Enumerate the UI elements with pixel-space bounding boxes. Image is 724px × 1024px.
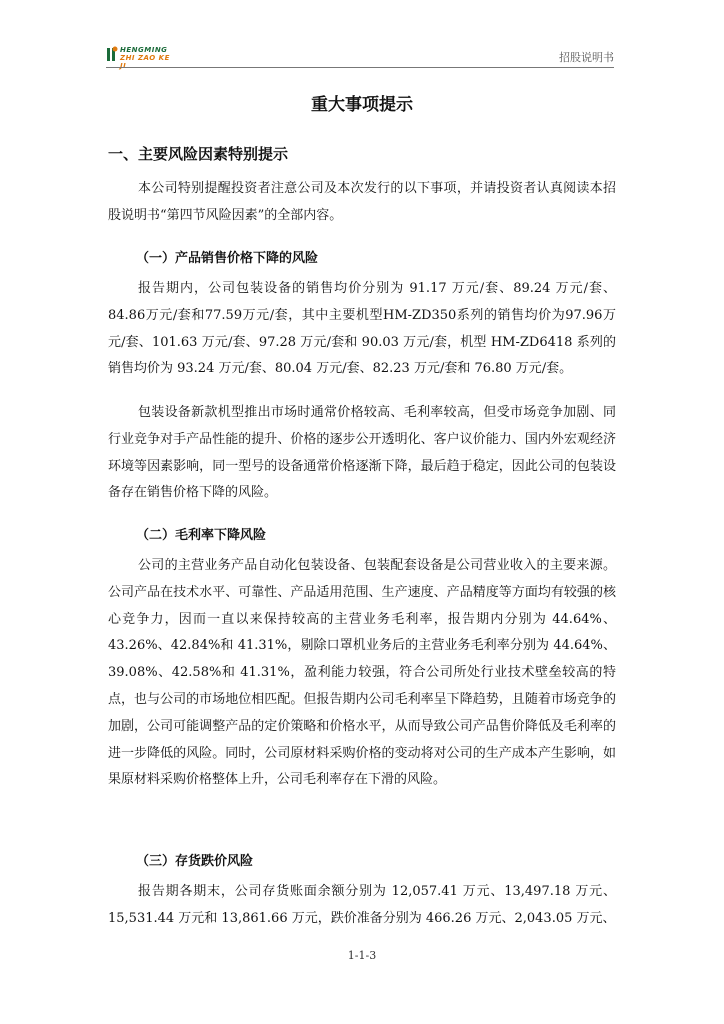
risk-heading-margin: （二）毛利率下降风险 xyxy=(136,528,267,543)
logo-text: HENGMING ZHI ZAO KE JI xyxy=(120,46,170,70)
inventory-paragraph: 报告期各期末，公司存货账面余额分别为 12,057.41 万元、13,497.18 万元、15,531.44 万元和 13,861.66 万元，跌价准备分别为 466.26 万元、2,043.05 万元、 xyxy=(108,884,616,926)
page-number: 1-1-3 xyxy=(347,949,377,962)
company-logo xyxy=(106,46,170,70)
header-divider xyxy=(106,67,614,68)
margin-paragraph: 公司的主营业务产品自动化包装设备、包装配套设备是公司营业收入的主要来源。公司产品在技术水平、可靠性、产品适用范围、生产速度、产品精度等方面均有较强的核心竞争力，因而一直以来保持较高的主营业务毛利率，报告期内分别为 44.64%、43.26%、42.84%和 41.31%，剔除口罩机业务后的主营业务毛利率分别为 44.64%、39.08%、42.58%和 41.31%，盈利能力较强，符合公司所处行业技术壁垒较高的特点，也与公司的市场地位相匹配。但报告期内公司毛利率呈下降趋势，且随着市场竞争的加剧，公司可能调整产品的定价策略和价格水平，从而导致公司产品售价降低及毛利率的进一步降低的风险。同时，公司原材料采购价格的变动将对公司的生产成本产生影响，如果原材料采购价格整体上升，公司毛利率存在下滑的风险。 xyxy=(108,558,616,788)
document-label: 招股说明书 xyxy=(559,51,614,64)
risk-heading-inventory: （三）存货跌价风险 xyxy=(136,854,254,869)
logo-mark-icon xyxy=(106,46,118,62)
price-paragraph-2: 包装设备新款机型推出市场时通常价格较高、毛利率较高，但受市场竞争加剧、同行业竞争对手产品性能的提升、价格的逐步公开透明化、客户议价能力、国内外宏观经济环境等因素影响，同一型号的设备通常价格逐渐下降，最后趋于稳定，因此公司的包装设备存在销售价格下降的风险。 xyxy=(108,405,616,501)
intro-paragraph: 本公司特别提醒投资者注意公司及本次发行的以下事项，并请投资者认真阅读本招股说明书“第四节风险因素”的全部内容。 xyxy=(108,181,616,223)
page-header xyxy=(106,46,614,70)
section-heading: 一、主要风险因素特别提示 xyxy=(108,145,289,163)
risk-heading-price: （一）产品销售价格下降的风险 xyxy=(136,251,319,266)
price-paragraph-1: 报告期内，公司包装设备的销售均价分别为 91.17 万元/套、89.24 万元/套、84.86万元/套和77.59万元/套，其中主要机型HM-ZD350系列的销售均价为97.96万元/套、101.63 万元/套、97.28 万元/套和 90.03 万元/套，机型 HM-ZD6418 系列的销售均价为 93.24 万元/套、80.04 万元/套、82.23 万元/套和 76.80 万元/套。 xyxy=(108,281,616,377)
page-title: 重大事项提示 xyxy=(311,95,413,115)
